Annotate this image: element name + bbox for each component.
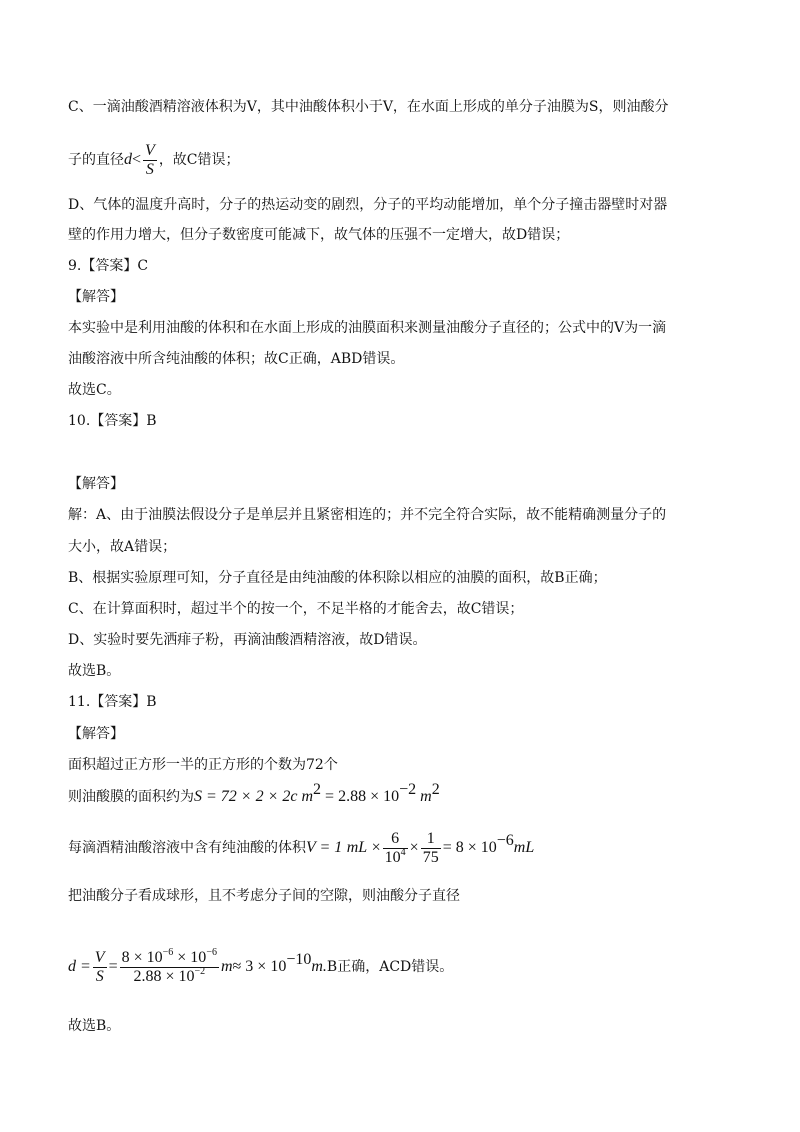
den-exp: −2 [194, 965, 206, 977]
fraction-denominator: 75 [422, 848, 439, 866]
q11-diameter-post: B正确，ACD错误。 [326, 959, 454, 975]
fraction-denominator: S [95, 967, 104, 985]
den-part: 2.88 × 10 [133, 967, 195, 985]
formula-frac-1-over-75 [421, 830, 441, 867]
formula-vol-ml: mL [346, 839, 368, 856]
fraction-numerator: 1 [421, 830, 441, 849]
q11-choice: 故选B。 [68, 1018, 121, 1034]
num-part-1: 8 × 10 [121, 948, 163, 966]
formula-vol-rhs: = 8 × 10 [442, 839, 497, 856]
formula-area-sq-1: 2 [313, 781, 322, 798]
formula-d-lhs: d = [68, 958, 91, 975]
formula-vol-rhs-exp: −6 [496, 832, 514, 849]
formula-area-sq-2: 2 [431, 781, 440, 798]
q11-area-line [68, 781, 440, 807]
formula-area-mid: = 2.88 × 10 [321, 788, 400, 805]
fraction-numerator: V [94, 948, 105, 966]
q10-answer: 10.【答案】B [68, 413, 157, 429]
formula-d-approx-exp: −10 [286, 951, 312, 968]
q11-volume-line [68, 828, 534, 868]
q11-jieda-heading: 【解答】 [68, 726, 124, 742]
formula-area-lhs: S = 72 × 2 × 2 [194, 788, 291, 805]
option-c-text-pre: 子的直径 [68, 152, 124, 168]
q10-option-c: C、在计算面积时，超过半个的按一个，不足半格的才能舍去，故C错误； [68, 601, 524, 617]
q9-jieda-heading: 【解答】 [68, 289, 124, 305]
option-d-line-1: D、气体的温度升高时，分子的热运动变的剧烈，分子的平均动能增加，单个分子撞击器壁时对器 [68, 197, 668, 213]
q9-answer: 9.【答案】C [68, 258, 149, 274]
q10-option-a-line-2: 大小，故A错误； [68, 539, 177, 555]
q10-choice: 故选B。 [68, 663, 121, 679]
num-exp-2: −6 [206, 946, 217, 958]
num-exp-1: −6 [162, 946, 174, 958]
formula-d: d [124, 151, 132, 168]
q11-volume-text: 每滴酒精油酸溶液中含有纯油酸的体积 [68, 840, 306, 856]
formula-area-exp: −2 [399, 781, 417, 798]
q11-count-line: 面积超过正方形一半的正方形的个数为72个 [68, 757, 338, 773]
option-c-text-post: ，故C错误； [158, 152, 240, 168]
fraction-denominator [120, 965, 219, 986]
formula-lt: < [132, 151, 142, 168]
q10-jieda-heading: 【解答】 [68, 476, 124, 492]
formula-d-m2: m. [311, 958, 327, 975]
formula-frac-v-over-s [93, 949, 107, 986]
fraction-numerator: V [145, 141, 155, 159]
option-c-line-2 [68, 140, 240, 180]
formula-area-unit-cm: c m [290, 788, 314, 805]
fraction-numerator: 6 [383, 830, 408, 849]
option-d-line-2: 壁的作用力增大，但分子数密度可能减下，故气体的压强不一定增大，故D错误； [68, 227, 570, 243]
q11-diameter-line [68, 945, 453, 989]
q9-explain-line-1: 本实验中是利用油酸的体积和在水面上形成的油膜面积来测量油酸分子直径的；公式中的V为一滴 [68, 320, 667, 336]
formula-frac-6-over-10e4 [383, 830, 408, 867]
formula-vol-ml-2: mL [513, 839, 535, 856]
q11-answer: 11.【答案】B [68, 694, 157, 710]
q11-area-text: 则油酸膜的面积约为 [68, 789, 194, 805]
fraction-denominator-exp: 4 [400, 846, 406, 858]
q11-ball-line: 把油酸分子看成球形，且不考虑分子间的空隙，则油酸分子直径 [68, 888, 460, 904]
formula-d-m: m [220, 958, 233, 975]
q10-option-b: B、根据实验原理可知，分子直径是由纯油酸的体积除以相应的油膜的面积，故B正确； [68, 570, 607, 586]
formula-d-approx: ≈ 3 × 10 [232, 958, 287, 975]
fraction-denominator [383, 846, 408, 867]
q9-explain-line-2: 油酸溶液中所含纯油酸的体积；故C正确，ABD错误。 [68, 351, 405, 367]
formula-times-1: × [371, 839, 381, 856]
formula-vol-lhs: V = 1 [306, 839, 343, 856]
q10-option-d: D、实验时要先洒痱子粉，再滴油酸酒精溶液，故D错误。 [68, 632, 427, 648]
formula-v-over-s [143, 142, 157, 179]
formula-eq: = [108, 958, 118, 975]
fraction-denominator: S [145, 160, 154, 178]
formula-area-unit-m: m [420, 788, 432, 805]
formula-times-2: × [409, 839, 419, 856]
q10-option-a-line-1: 解：A、由于油膜法假设分子是单层并且紧密相连的；并不完全符合实际，故不能精确测量分子的 [68, 507, 667, 523]
num-part-2: × 10 [177, 948, 207, 966]
fraction-denominator-base: 10 [384, 848, 401, 866]
q9-choice: 故选C。 [68, 382, 121, 398]
formula-frac-big [120, 946, 219, 986]
option-c-line-1: C、一滴油酸酒精溶液体积为V，其中油酸体积小于V，在水面上形成的单分子油膜为S，则油酸分 [68, 99, 669, 115]
